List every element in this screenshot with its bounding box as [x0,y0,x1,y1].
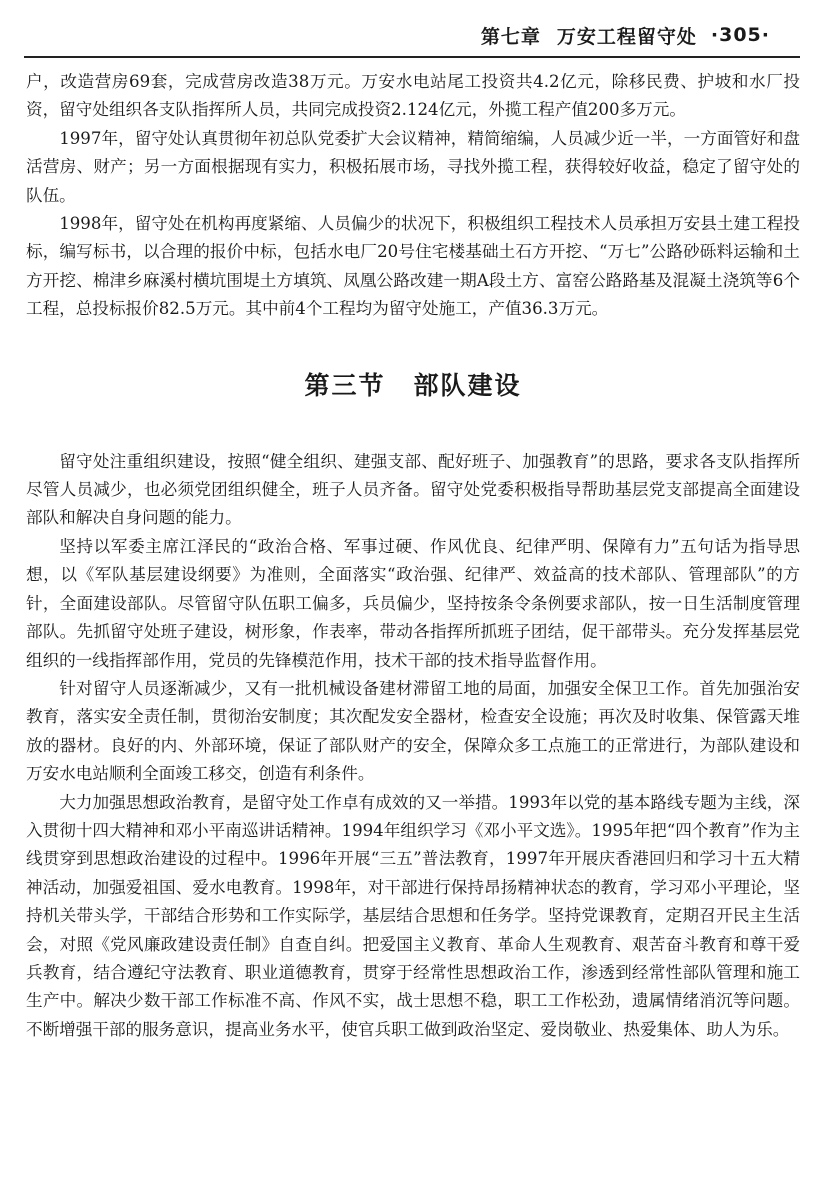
page-body [26,68,800,1044]
paragraph: 户，改造营房69套，完成营房改造38万元。万安水电站尾工投资共4.2亿元，除移民费、护坡和水厂投资，留守处组织各支队指挥所人员，共同完成投资2.124亿元，外揽工程产值200多万元。 [26,72,800,120]
paragraph: 1997年，留守处认真贯彻年初总队党委扩大会议精神，精简缩编，人员减少近一半，一方面管好和盘活营房、财产；另一方面根据现有实力，积极拓展市场，寻找外揽工程，获得较好收益，稳定了留守处的队伍。 [26,128,800,205]
chapter-label: 第七章 [480,25,541,48]
section-heading [26,366,800,406]
paragraph: 1998年，留守处在机构再度紧缩、人员偏少的状况下，积极组织工程技术人员承担万安县土建工程投标，编写标书，以合理的报价中标，包括水电厂20号住宅楼基础土石方开挖、“万七”公路砂砾料运输和土方开挖、棉津乡麻溪村横坑围堤土方填筑、凤凰公路改建一期A段土方、富窑公路路基及混凝土浇筑等6个工程，总投标报价82.5万元。其中前4个工程均为留守处施工，产值36.3万元。 [26,214,800,319]
page-number: ·305· [710,24,770,46]
chapter-title: 万安工程留守处 [556,25,697,48]
section-title-text: 部队建设 [413,370,522,400]
paragraph: 大力加强思想政治教育，是留守处工作卓有成效的又一举措。1993年以党的基本路线专题为主线，深入贯彻十四大精神和邓小平南巡讲话精神。1994年组织学习《邓小平文选》。1995年把“四个教育”作为主线贯穿到思想政治建设的过程中。1996年开展“三五”普法教育，1997年开展庆香港回归和学习十五大精神活动，加强爱祖国、爱水电教育。1998年，对干部进行保持昂扬精神状态的教育，学习邓小平理论，坚持机关带头学，干部结合形势和工作实际学，基层结合思想和任务学。坚持党课教育，定期召开民主生活会，对照《党风廉政建设责任制》自查自纠。把爱国主义教育、革命人生观教育、艰苦奋斗教育和尊干爱兵教育，结合遵纪守法教育、职业道德教育，贯穿于经常性思想政治工作，渗透到经常性部队管理和施工生产中。解决少数干部工作标准不高、作风不实，战士思想不稳，职工工作松劲，遗属情绪消沉等问题。不断增强干部的服务意识，提高业务水平，使官兵职工做到政治坚定、爱岗敬业、热爱集体、助人为乐。 [26,792,800,1039]
paragraph: 针对留守人员逐渐减少，又有一批机械设备建材滞留工地的局面，加强安全保卫工作。首先加强治安教育，落实安全责任制，贯彻治安制度；其次配发安全器材，检查安全设施；再次及时收集、保管露天堆放的器材。良好的内、外部环境，保证了部队财产的安全，保障众多工点施工的正常进行，为部队建设和万安水电站顺利全面竣工移交，创造有利条件。 [26,678,800,784]
section-number: 第三节 [304,370,386,400]
running-header [24,14,800,58]
paragraph: 坚持以军委主席江泽民的“政治合格、军事过硬、作风优良、纪律严明、保障有力”五句话为指导思想，以《军队基层建设纲要》为准则，全面落实“政治强、纪律严、效益高的技术部队、管理部队”的方针，全面建设部队。尽管留守队伍职工偏多，兵员偏少，坚持按条令条例要求部队，按一日生活制度管理部队。先抓留守处班子建设，树形象，作表率，带动各指挥所抓班子团结，促干部带头。充分发挥基层党组织的一线指挥部作用，党员的先锋模范作用，技术干部的技术指导监督作用。 [26,536,800,670]
paragraph: 留守处注重组织建设，按照“健全组织、建强支部、配好班子、加强教育”的思路，要求各支队指挥所尽管人员减少，也必须党团组织健全，班子人员齐备。留守处党委积极指导帮助基层党支部提高全面建设部队和解决自身问题的能力。 [26,451,800,528]
